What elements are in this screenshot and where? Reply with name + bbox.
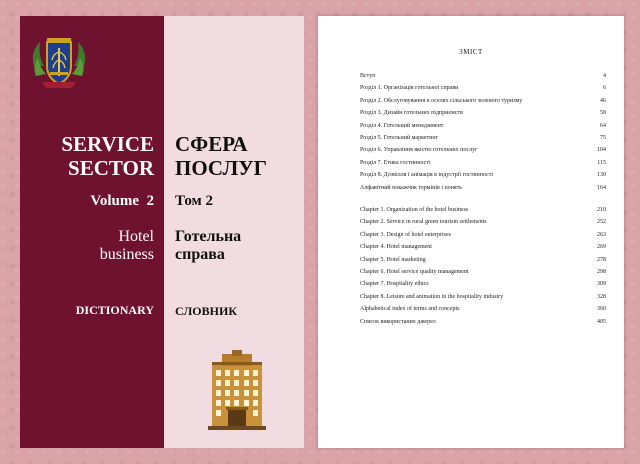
toc-row[interactable] (360, 254, 606, 266)
cover-subtitle-ua-line1: Готельна (175, 228, 242, 245)
cover-dictionary-ua: СЛОВНИК (175, 304, 238, 318)
toc-row[interactable] (360, 95, 606, 107)
toc-entry-label: Список використаних джерел (360, 318, 436, 325)
cover-dictionary-en: DICTIONARY (75, 303, 154, 317)
toc-entry-page: 46 (600, 97, 606, 104)
cover-title-ua-line1: СФЕРА (175, 132, 248, 156)
toc-row[interactable] (360, 144, 606, 156)
toc-row[interactable] (360, 316, 606, 328)
toc-row[interactable] (360, 204, 606, 216)
cover-subtitle-ua-line2: справа (175, 246, 225, 263)
toc-entry-label: Chapter 3. Design of hotel enterprises (360, 231, 451, 238)
toc-entry-label: Розділ 2. Обслуговування в оселях сільського зеленого туризму (360, 97, 523, 104)
toc-entry-label: Розділ 6. Управління якістю готельних послуг (360, 147, 478, 154)
toc-entry-page: 164 (597, 184, 606, 191)
toc-entry-page: 64 (600, 122, 606, 129)
toc-english-section (360, 204, 606, 328)
toc-ukrainian-section (360, 70, 606, 194)
toc-entry-page: 360 (597, 306, 606, 313)
toc-row[interactable] (360, 120, 606, 132)
toc-entry-page: 252 (597, 219, 606, 226)
toc-entry-label: Розділ 5. Готельний маркетинг (360, 134, 439, 141)
toc-row[interactable] (360, 82, 606, 94)
hotel-building-icon (204, 350, 270, 430)
toc-entry-page: 278 (597, 256, 606, 263)
toc-entry-label: Розділ 7. Етика гостинності (360, 159, 431, 166)
toc-entry-page: 210 (597, 207, 606, 213)
toc-entry-label: Вступ (360, 73, 376, 79)
toc-entry-label: Chapter 2. Service in rural green tourism settlements (360, 219, 487, 226)
cover-title-ua-line2: ПОСЛУГ (175, 156, 267, 180)
toc-entry-page: 104 (597, 147, 606, 154)
toc-row[interactable] (360, 70, 606, 82)
toc-row[interactable] (360, 157, 606, 169)
cover-subtitle-en-line1: Hotel (118, 228, 154, 245)
toc-entry-label: Розділ 4. Готельний менеджмент (360, 122, 444, 129)
toc-row[interactable] (360, 278, 606, 290)
toc-entry-page: 4 (603, 73, 606, 79)
toc-row[interactable] (360, 266, 606, 278)
cover-subtitle-en-line2: business (99, 246, 154, 263)
toc-entry-label: Розділ 8. Дозвілля і анімація в індустрії гостинності (360, 172, 494, 179)
toc-entry-page: 269 (597, 244, 606, 251)
toc-entry-page: 115 (597, 159, 606, 166)
toc-row[interactable] (360, 303, 606, 315)
toc-row[interactable] (360, 182, 606, 194)
toc-entry-page: 328 (597, 293, 606, 300)
cover-title-en-line2: SECTOR (68, 156, 154, 180)
toc-row[interactable] (360, 229, 606, 241)
cover-title-en-line1: SERVICE (61, 132, 154, 156)
toc-entry-label: Chapter 4. Hotel management (360, 244, 432, 251)
contents-title: ЗМІСТ (459, 48, 483, 56)
toc-row[interactable] (360, 241, 606, 253)
toc-entry-page: 263 (597, 231, 606, 238)
cover-volume-en: Volume 2 (90, 193, 154, 209)
toc-entry-page: 298 (597, 268, 606, 275)
toc-row[interactable] (360, 291, 606, 303)
toc-entry-label: Chapter 7. Hospitality ethics (360, 281, 429, 288)
toc-entry-page: 58 (600, 110, 606, 117)
toc-entry-page: 405 (597, 318, 606, 325)
toc-entry-page: 130 (597, 172, 606, 179)
contents-page (318, 16, 624, 448)
toc-entry-page: 309 (597, 281, 606, 288)
toc-row[interactable] (360, 132, 606, 144)
toc-row[interactable] (360, 216, 606, 228)
toc-entry-label: Розділ 1. Організація готельної справи (360, 85, 459, 92)
book-cover (20, 16, 304, 448)
cover-volume-ua: Том 2 (175, 193, 214, 209)
toc-entry-page: 6 (603, 85, 606, 92)
toc-row[interactable] (360, 107, 606, 119)
toc-entry-label: Chapter 5. Hotel marketing (360, 256, 426, 263)
toc-entry-label: Розділ 3. Дизайн готельних підприємств (360, 110, 463, 117)
toc-entry-label: Chapter 6. Hotel service quality management (360, 268, 469, 275)
toc-entry-label: Chapter 1. Organization of the hotel business (360, 207, 469, 213)
university-emblem-icon (28, 32, 90, 94)
toc-entry-label: Алфавітний покажчик термінів і понять (360, 184, 463, 191)
toc-entry-page: 75 (600, 134, 606, 141)
toc-entry-label: Alphabetical index of terms and concepts (360, 306, 460, 313)
toc-entry-label: Chapter 8. Leisure and animation in the hospitality industry (360, 293, 504, 300)
toc-row[interactable] (360, 169, 606, 181)
